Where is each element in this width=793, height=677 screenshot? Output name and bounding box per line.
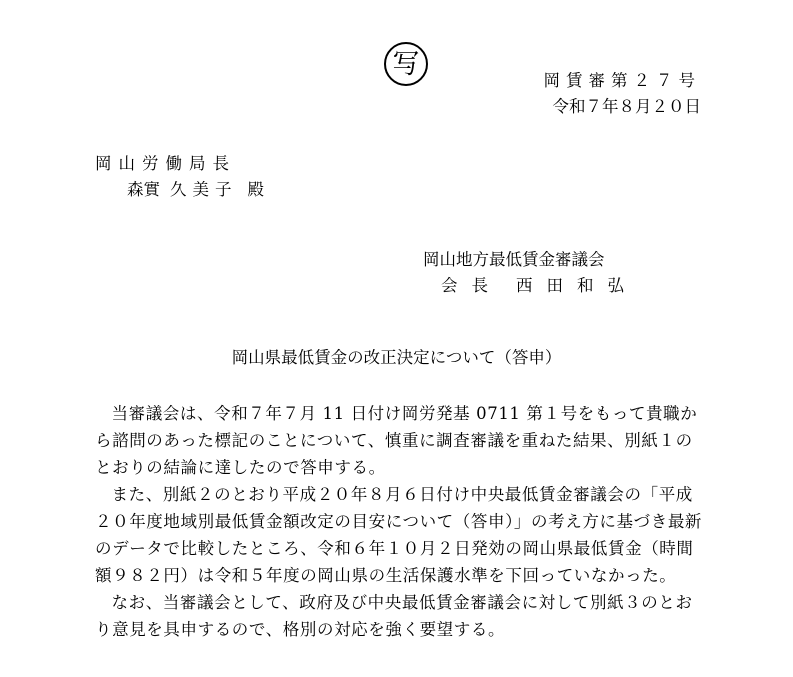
body-paragraph: また、別紙２のとおり平成２０年８月６日付け中央最低賃金審議会の「平成２０年度地域別最低賃金額改定の目安について（答申）」の考え方に基づき最新のデータで比較したところ、令和６年１０月２日発効の岡山県最低賃金（時間額９８２円）は令和５年度の岡山県の生活保護水準を下回っていなかった。: [95, 485, 703, 585]
document-date: 令和７年８月２０日: [552, 97, 701, 116]
sender-signatory: [423, 273, 638, 299]
document-info: [544, 68, 702, 120]
sender-organization: 岡山地方最低賃金審議会: [423, 250, 605, 269]
addressee-honorific: 殿: [247, 180, 264, 199]
sender-person: 西田和弘: [516, 276, 638, 295]
document-number: 岡賃審第２７号: [543, 71, 701, 90]
copy-stamp-glyph: 写: [392, 48, 420, 80]
copy-stamp: [384, 42, 428, 86]
addressee-block: [95, 151, 264, 203]
sender-block: [423, 247, 638, 299]
addressee-surname: 森實: [127, 180, 160, 199]
body-paragraph: 当審議会は、令和７年７月 11 日付け岡労発基 0711 第１号をもって貴職から諮問のあった標記のことについて、慎重に調査審議を重ねた結果、別紙１のとおりの結論に達したので答申する。: [95, 404, 698, 477]
body-paragraph: なお、当審議会として、政府及び中央最低賃金審議会に対して別紙３のとおり意見を具申するので、格別の対応を強く要望する。: [95, 593, 693, 639]
document-body: [95, 400, 707, 643]
addressee-office: 岡山労働局長: [95, 154, 236, 173]
sender-role: 会長: [441, 276, 502, 295]
addressee-given-name: 久美子: [170, 180, 238, 199]
document-subject: 岡山県最低賃金の改正決定について（答申）: [231, 348, 562, 367]
addressee-name: [95, 177, 264, 203]
